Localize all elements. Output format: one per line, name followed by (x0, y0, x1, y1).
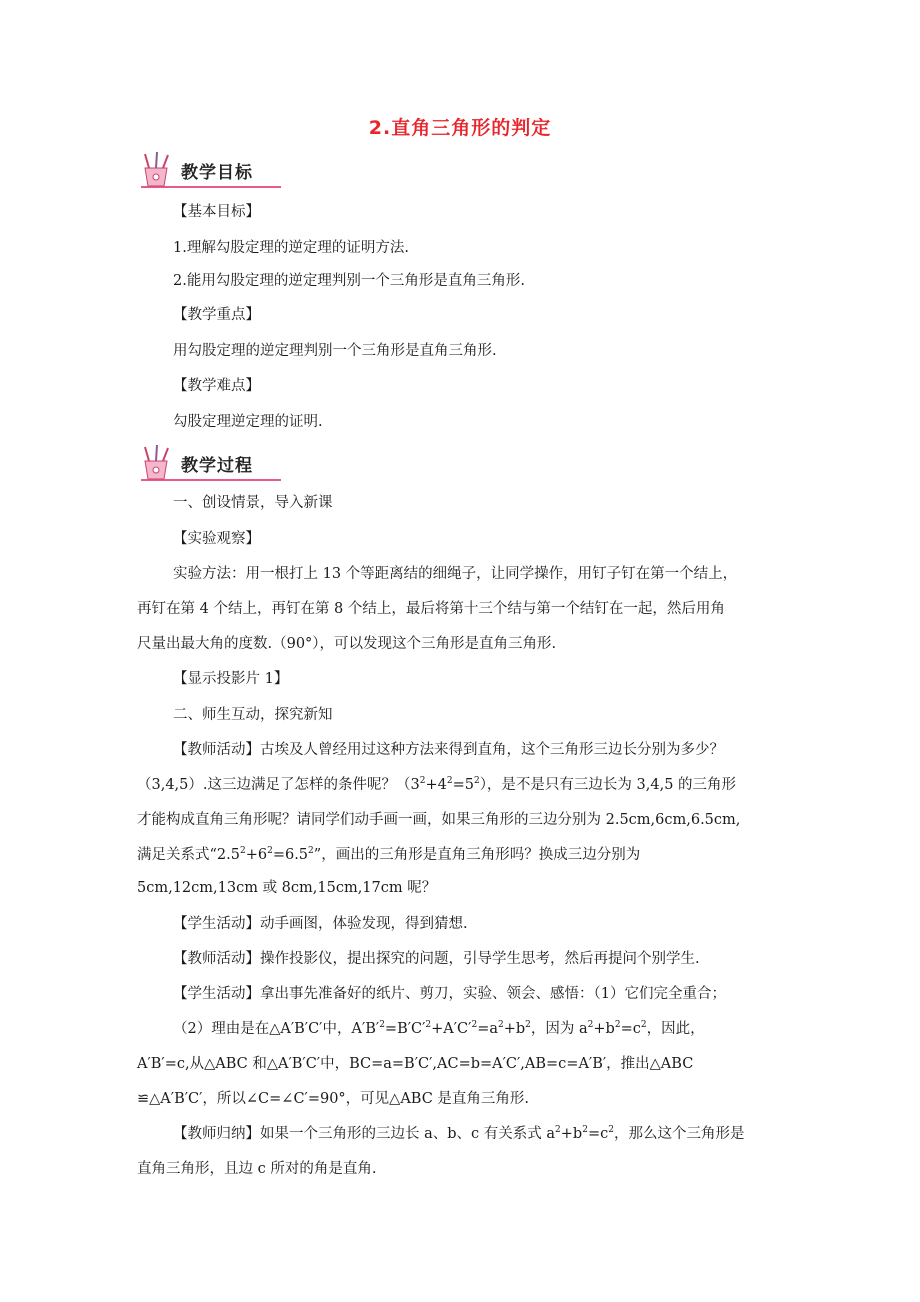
student-activity-2-line-2: （2）理由是在△A′B′C′中，$A'B'^2=B'C'^2+A'C'^2=a^2+b^2$，因为 $a^2+b^2=c^2$，因此， (173, 1020, 705, 1037)
teacher-activity-2: 【教师活动】操作投影仪，提出探究的问题，引导学生思考，然后再提问个别学生. (173, 951, 700, 967)
basic-goal-label: 【基本目标】 (173, 204, 260, 220)
key-point-text: 用勾股定理的逆定理判别一个三角形是直角三角形. (173, 343, 497, 359)
section-head-process (137, 443, 287, 485)
teacher-activity-1-line-3: 才能构成直角三角形呢？请同学们动手画一画，如果三角形的三边分别为 2.5cm,6cm,6.5cm, (137, 812, 741, 828)
student-activity-2-line-1: 【学生活动】拿出事先准备好的纸片、剪刀，实验、领会、感悟：（1）它们完全重合； (173, 986, 726, 1002)
section-label: 教学过程 (181, 456, 253, 476)
basic-goal-1: 1.理解勾股定理的逆定理的证明方法. (173, 240, 409, 256)
difficulty-text: 勾股定理逆定理的证明. (173, 414, 323, 430)
section-label: 教学目标 (181, 163, 253, 183)
teacher-summary-line-2: 直角三角形，且边 c 所对的角是直角. (137, 1161, 377, 1177)
teacher-activity-1-line-4: 满足关系式“$2.5^2+6^2=6.5^2$”，画出的三角形是直角三角形吗？换成三边分别为 (137, 846, 641, 863)
experiment-line-3: 尺量出最大角的度数.（90°），可以发现这个三角形是直角三角形. (137, 636, 557, 652)
experiment-label: 【实验观察】 (173, 531, 260, 547)
section-head-goals (137, 150, 287, 192)
part-1-heading: 一、创设情景，导入新课 (173, 495, 333, 511)
teacher-activity-1-line-5: 5cm,12cm,13cm 或 8cm,15cm,17cm 呢？ (137, 880, 437, 896)
key-point-label: 【教学重点】 (173, 307, 260, 323)
student-activity-2-line-3: A′B′=c,从△ABC 和△A′B′C′中，BC=a=B′C′,AC=b=A′C′,AB=c=A′B′，推出△ABC (137, 1056, 694, 1072)
teacher-activity-1-line-2: （3,4,5）.这三边满足了怎样的条件呢？$(3^2+4^2=5^2)$，是不是只有三边长为 3,4,5 的三角形 (137, 776, 737, 793)
basic-goal-2: 2.能用勾股定理的逆定理判别一个三角形是直角三角形. (173, 273, 525, 289)
teacher-summary-line-1: 【教师归纳】如果一个三角形的三边长 a、b、c 有关系式 $a^2+b^2=c^2$，那么这个三角形是 (173, 1125, 745, 1142)
experiment-line-1: 实验方法：用一根打上 13 个等距离结的细绳子，让同学操作，用钉子钉在第一个结上， (173, 566, 738, 582)
part-2-heading: 二、师生互动，探究新知 (173, 707, 333, 723)
difficulty-label: 【教学难点】 (173, 378, 260, 394)
teacher-activity-1-line-1: 【教师活动】古埃及人曾经用过这种方法来得到直角，这个三角形三边长分别为多少？ (173, 742, 724, 758)
student-activity-2-line-4: ≌△A′B′C′，所以∠C=∠C′=90°，可见△ABC 是直角三角形. (137, 1091, 530, 1107)
page-title: 2.直角三角形的判定 (368, 117, 552, 139)
student-activity-1: 【学生活动】动手画图，体验发现，得到猜想. (173, 916, 468, 932)
slide-label: 【显示投影片 1】 (173, 671, 289, 687)
experiment-line-2: 再钉在第 4 个结上，再钉在第 8 个结上，最后将第十三个结与第一个结钉在一起，然后用角 (137, 601, 725, 617)
